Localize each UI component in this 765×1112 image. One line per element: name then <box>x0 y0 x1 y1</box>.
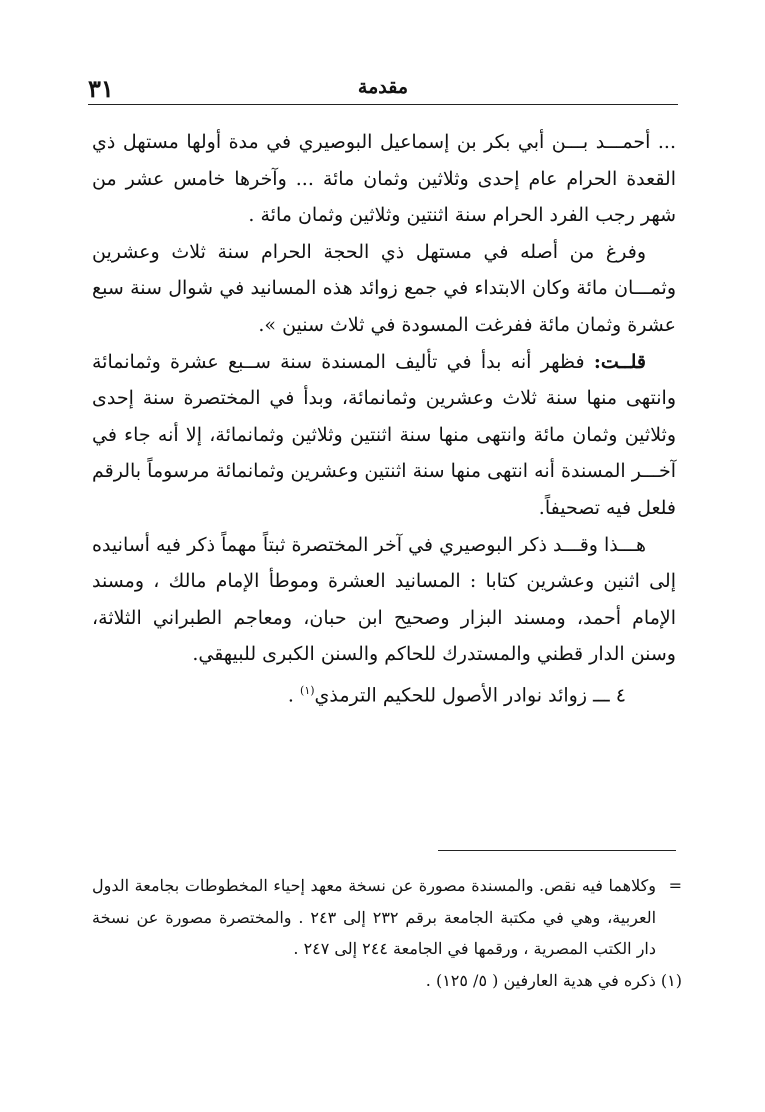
paragraph-chains: هـــذا وقـــد ذكر البوصيري في آخر المختصرة ثبتاً مهماً ذكر فيه أسانيده إلى اثنين وعشرين كتابا : المسانيد العشرة وموطأ الإمام مالك ، ومسند الإمام أحمد، ومسند البزار وصحيح ابن حبان، ومعاجم الطبراني الثلاثة، وسنن الدار قطني والمستدرك للحاكم والسنن الكبرى للبيهقي. <box>92 533 676 666</box>
list-item-4-text: ٤ ـــ زوائد نوادر الأصول للحكيم الترمذي <box>314 684 626 707</box>
footnote-1: (١) ذكره في هدية العارفين ( ٥/ ١٢٥) . <box>425 970 682 990</box>
footnote-divider <box>438 850 676 851</box>
paragraph-remark <box>92 344 676 527</box>
main-text <box>92 124 676 714</box>
list-item-4 <box>92 673 676 714</box>
paragraph-completion: وفرغ من أصله في مستهل ذي الحجة الحرام سنة ثلاث وعشرين وثمـــان مائة وكان الابتداء في جمع زوائد هذه المسانيد في شوال سنة سبع عشرة وثمان مائة ففرغت المسودة في ثلاث سنين ». <box>92 240 676 336</box>
continuation-mark: = <box>668 876 682 895</box>
list-item-4-end: . <box>287 684 301 707</box>
remark-text: فظهر أنه بدأ في تأليف المسندة سنة ســبع عشرة وثمانمائة وانتهى منها سنة ثلاث وعشرين وثمانمائة، وبدأ في المختصرة سنة إحدى وثلاثين وثمان مائة وانتهى منها سنة اثنتين وثلاثين وثمانمائة، إلا أنه جاء في آخـــر المسندة أنه انتهى منها سنة اثنتين وعشرين وثمانمائة مرسوماً بالرقم فلعل فيه تصحيفاً. <box>92 350 676 519</box>
page-header <box>88 74 678 105</box>
footnote-continuation-text: وكلاهما فيه نقص. والمسندة مصورة عن نسخة معهد إحياء المخطوطات بجامعة الدول العربية، وهي في مكتبة الجامعة برقم ٢٣٢ إلى ٢٤٣ . والمختصرة مصورة عن نسخة دار الكتب المصرية ، ورقمها في الجامعة ٢٤٤ إلى ٢٤٧ . <box>92 876 657 958</box>
paragraph-quote-end: ... أحمـــد بـــن أبي بكر بن إسماعيل البوصيري في مدة أولها مستهل ذي القعدة الحرام عام إحدى وثلاثين وثمان مائة ... وآخرها خامس عشر من شهر رجب الفرد الحرام سنة اثنتين وثلاثين وثمان مائة . <box>92 131 676 227</box>
footnotes <box>92 870 682 996</box>
footnote-ref-1[interactable]: (١) <box>300 683 315 697</box>
footnote-continuation <box>92 870 682 965</box>
running-title: مقدمة <box>357 76 409 98</box>
page-number: ٣١ <box>88 74 114 103</box>
remark-keyword: قلــت: <box>593 350 646 373</box>
